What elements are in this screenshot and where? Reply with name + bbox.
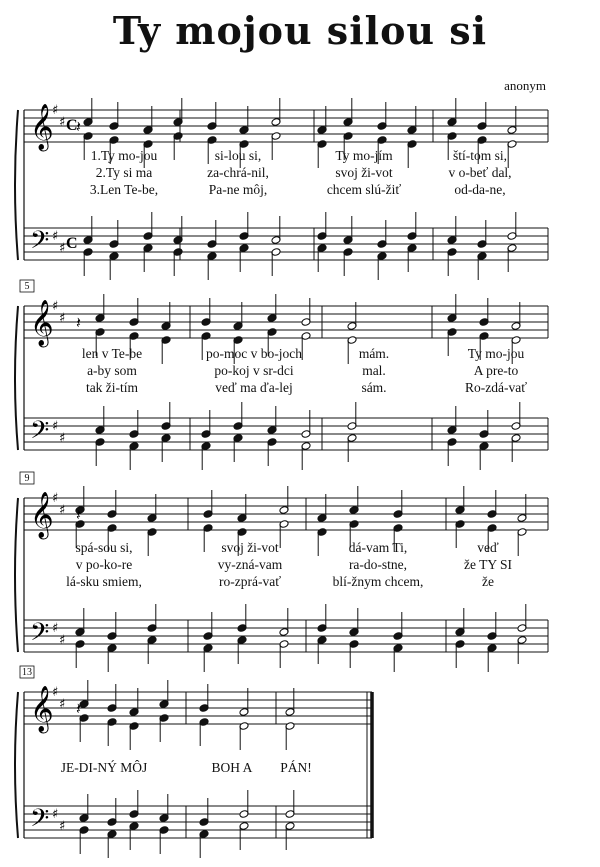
composer-credit: anonym (504, 78, 546, 93)
lyric-syllables: v o-beť dal, (448, 165, 512, 180)
treble-clef: 𝄞 (30, 686, 54, 732)
lyric-syllables: za-chrá-nil, (207, 165, 269, 180)
measure-number: 5 (24, 281, 30, 292)
lyric-syllables: v po-ko-re (75, 557, 133, 572)
lyric-syllables: veď ma ďa-lej (215, 380, 293, 395)
lyric-syllables: ští-tom si, (452, 148, 508, 163)
lyric-syllables: Ty mo-jou (467, 346, 525, 361)
bass-staff (24, 228, 548, 260)
key-signature-sharp: ♯ (52, 621, 59, 636)
lyric-syllables: vy-zná-vam (217, 557, 283, 572)
key-signature-sharp: ♯ (52, 299, 59, 314)
key-signature-sharp: ♯ (59, 115, 66, 130)
lyric-syllables: Ro-zdá-vať (465, 380, 527, 395)
key-signature-sharp: ♯ (52, 419, 59, 434)
lyric-syllables: po-moc v bo-joch (206, 346, 302, 361)
time-signature: C (66, 235, 78, 252)
lyric-syllables: lá-sku smiem, (66, 574, 142, 589)
key-signature-sharp: ♯ (52, 685, 59, 700)
lyric-syllables: a-by som (87, 363, 137, 378)
lyric-syllables: len v Te-be (81, 346, 143, 361)
treble-staff (24, 110, 548, 142)
lyric-syllables: že (482, 574, 494, 589)
key-signature-sharp: ♯ (59, 311, 66, 326)
lyric-syllables: 2.Ty si ma (95, 165, 153, 180)
bass-clef: 𝄢 (30, 226, 50, 261)
quarter-rest: 𝄽 (76, 315, 81, 332)
lyric-syllables: sám. (361, 380, 387, 395)
system-brace (15, 692, 18, 838)
key-signature-sharp: ♯ (59, 633, 66, 648)
key-signature-sharp: ♯ (59, 503, 66, 518)
lyric-syllables: Pa-ne môj, (208, 182, 268, 197)
measure-number: 13 (22, 667, 32, 678)
bass-staff (24, 418, 548, 450)
key-signature-sharp: ♯ (52, 491, 59, 506)
lyric-syllables: po-koj v sr-dci (214, 363, 294, 378)
key-signature-sharp: ♯ (52, 229, 59, 244)
key-signature-sharp: ♯ (52, 103, 59, 118)
lyric-syllables: JE-DI-NÝ MÔJ (60, 760, 148, 775)
system-brace (15, 110, 18, 260)
time-signature: C (66, 117, 78, 134)
lyric-syllables: 1.Ty mo-jou (90, 148, 158, 163)
lyric-syllables: dá-vam Ti, (348, 540, 408, 555)
lyric-syllables: ra-do-stne, (348, 557, 408, 572)
lyric-syllables: mal. (362, 363, 386, 378)
lyric-syllables: tak ži-tím (85, 380, 139, 395)
lyric-syllables: Ty mo-jím (335, 148, 393, 163)
song-title: Ty mojou silou si (112, 8, 488, 53)
lyric-syllables: PÁN! (280, 760, 312, 775)
lyric-syllables: chcem slú-žiť (326, 182, 402, 197)
key-signature-sharp: ♯ (59, 431, 66, 446)
lyric-syllables: svoj ži-vot (335, 165, 393, 180)
lyric-syllables: mám. (358, 346, 390, 361)
system-brace (15, 498, 18, 652)
lyric-syllables: že TY SI (464, 557, 512, 572)
treble-clef: 𝄞 (30, 492, 54, 538)
system-brace (15, 306, 18, 450)
lyric-syllables: BOH A (211, 760, 253, 775)
quarter-rest: 𝄽 (76, 701, 81, 718)
quarter-rest: 𝄽 (76, 507, 81, 524)
lyric-syllables: veď (477, 540, 499, 555)
lyric-syllables: svoj ži-vot (221, 540, 279, 555)
lyric-syllables: 3.Len Te-be, (89, 182, 159, 197)
measure-number: 9 (24, 473, 30, 484)
bass-clef: 𝄢 (30, 804, 50, 839)
key-signature-sharp: ♯ (59, 697, 66, 712)
lyric-syllables: blí-žnym chcem, (332, 574, 424, 589)
treble-clef: 𝄞 (30, 104, 54, 150)
bass-clef: 𝄢 (30, 416, 50, 451)
key-signature-sharp: ♯ (59, 241, 66, 256)
lyric-syllables: A pre-to (473, 363, 519, 378)
key-signature-sharp: ♯ (59, 819, 66, 834)
treble-clef: 𝄞 (30, 300, 54, 346)
lyric-syllables: spá-sou si, (75, 540, 133, 555)
bass-staff (24, 620, 548, 652)
quarter-rest: 𝄽 (76, 119, 81, 136)
lyric-syllables: si-lou si, (214, 148, 262, 163)
bass-clef: 𝄢 (30, 618, 50, 653)
bass-staff (24, 806, 372, 838)
lyric-syllables: ro-zprá-vať (219, 574, 281, 589)
key-signature-sharp: ♯ (52, 807, 59, 822)
lyric-syllables: od-da-ne, (454, 182, 506, 197)
